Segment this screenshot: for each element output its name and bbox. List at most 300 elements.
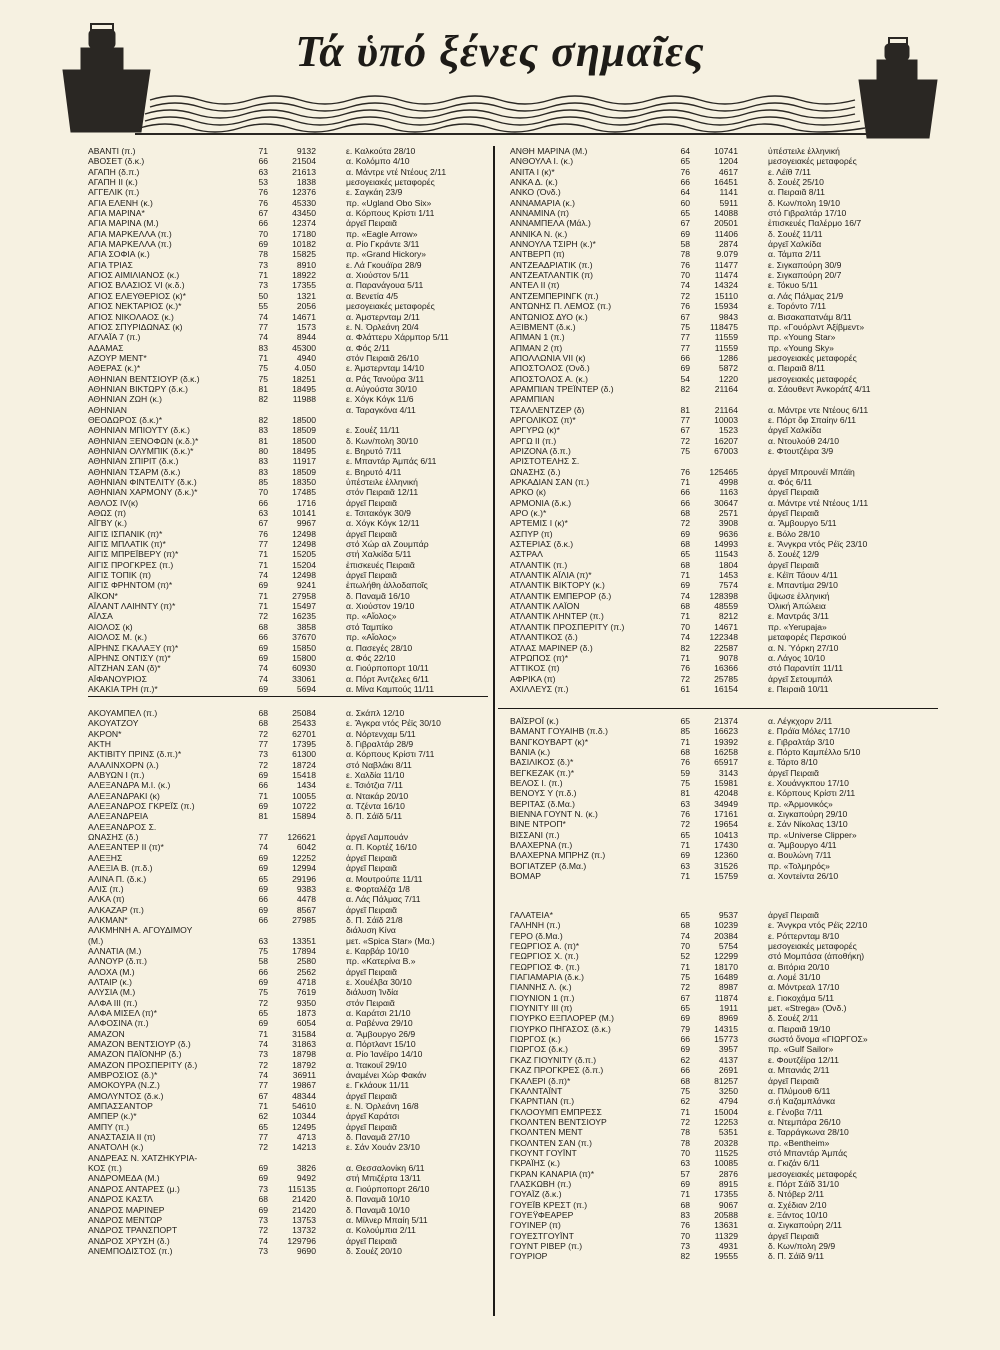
status-note: ε. Πόρτο Καμπέλλο 5/10 xyxy=(768,747,861,758)
tonnage: 11988 xyxy=(292,394,316,405)
ship-name: ΓΟΥΕΪΒ ΚΡΕΣΤ (π.) xyxy=(510,1199,588,1210)
ship-name: ΓΕΩΡΓΙΟΣ Χ. (π.) xyxy=(510,951,579,962)
ship-entry-row xyxy=(88,405,506,415)
tonnage: 43450 xyxy=(292,208,316,219)
build-year: 65 xyxy=(680,549,690,560)
ship-name: ΑΡΓΩ ΙΙ (π.) xyxy=(510,435,557,446)
ship-entry-row xyxy=(88,518,506,528)
tonnage: 14671 xyxy=(714,621,738,632)
ship-entry-row xyxy=(510,768,928,778)
status-note: ὕψωσε ἑλληνική xyxy=(768,590,830,601)
tonnage: 21374 xyxy=(714,716,738,726)
status-note: α. Κόρπους Κρίστι 7/11 xyxy=(346,749,435,760)
status-note: α. Χόγκ Κόγκ 12/11 xyxy=(346,518,420,529)
tonnage: 129796 xyxy=(287,1235,316,1246)
ship-entry-row xyxy=(88,570,506,580)
ship-name: ΑΡΚΑΔΙΑΝ ΣΑΝ (π.) xyxy=(510,477,590,487)
tonnage: 9843 xyxy=(718,311,738,322)
ship-entry-row xyxy=(88,487,506,497)
ship-entry-row xyxy=(88,632,506,642)
tonnage: 1804 xyxy=(718,559,738,570)
status-note: α. Σχέδιαν 2/10 xyxy=(768,1199,827,1210)
status-note: μεσογειακές μεταφορές xyxy=(768,1168,857,1179)
ship-name: ΑΚΤΙΒΙΤΥ ΠΡΙΝΣ (δ.π.)* xyxy=(88,749,182,760)
ship-entry-row xyxy=(88,708,506,718)
ship-entry-row xyxy=(88,1236,506,1246)
entries-column-a-top-right xyxy=(510,146,928,694)
tonnage: 11329 xyxy=(714,1230,738,1241)
build-year: 66 xyxy=(258,218,268,229)
status-note: α. Μίνα Καμπούς 11/11 xyxy=(346,683,435,694)
tonnage: 11406 xyxy=(714,228,738,239)
ship-entry-row xyxy=(510,1127,928,1137)
ship-name: ΑΡΙΣΤΟΤΕΛΗΣ Σ. xyxy=(510,456,580,467)
ship-entry-row xyxy=(88,1029,506,1039)
ship-name: ΓΚΡΑΝ ΚΑΝΑΡΙΑ (π)* xyxy=(510,1168,595,1179)
status-note: πρ. «Young Star» xyxy=(768,332,836,343)
ship-name: ΑΪΡΗΝΣ ΓΚΑΛΑΞΥ (π)* xyxy=(88,642,179,653)
build-year: 76 xyxy=(680,466,690,477)
tonnage: 4998 xyxy=(718,477,738,487)
tonnage: 48344 xyxy=(292,1090,316,1101)
tonnage xyxy=(268,405,316,415)
tonnage: 4478 xyxy=(296,894,316,905)
tonnage: 9492 xyxy=(296,1173,316,1184)
status-note: α. Βισακαπατνάμ 8/11 xyxy=(768,311,852,322)
ship-name: ΑΣΤΕΡΙΑΣ (δ.κ.) xyxy=(510,539,574,550)
status-note: ἀργεῖ Πειραιᾶ xyxy=(346,218,397,229)
status-note: α. Πασεγές 28/10 xyxy=(346,642,413,653)
ship-entry-row xyxy=(88,1194,506,1204)
status-note: ἀργεῖ Πειραιᾶ xyxy=(768,559,819,570)
ship-entry-row xyxy=(510,177,928,187)
status-note: Ὁλική Ἀπώλεια xyxy=(768,601,826,612)
build-year: 67 xyxy=(258,518,268,529)
build-year: 74 xyxy=(258,1070,268,1081)
tonnage: 18922 xyxy=(292,270,316,281)
ship-name: ΑΜΠΥ (π.) xyxy=(88,1121,130,1132)
tonnage: 11474 xyxy=(714,270,738,281)
ship-entry-row xyxy=(510,799,928,809)
build-year: 69 xyxy=(258,852,268,863)
ship-entry-row xyxy=(510,737,928,747)
status-note: ἀργεῖ Πειραιᾶ xyxy=(346,528,397,539)
build-year: 50 xyxy=(258,290,268,301)
status-note: σωστό ὄνομα «ΓΙΩΡΓΟΣ» xyxy=(768,1034,868,1045)
ship-entry-row xyxy=(88,208,506,218)
status-note: ε. Πειραιᾶ 10/11 xyxy=(768,683,829,694)
status-note: μεσογειακές μεταφορές xyxy=(768,941,857,952)
ship-name: ΑΘΕΡΑΣ (κ.)* xyxy=(88,363,141,374)
ship-name: ΑΤΛΑΝΤΙΚΟΣ (δ.) xyxy=(510,632,578,643)
status-note: α. Θεσσαλονίκη 6/11 xyxy=(346,1163,425,1174)
build-year: 52 xyxy=(680,951,690,962)
status-note: ε. Ρόττερνταμ 8/10 xyxy=(768,930,840,941)
ship-name: ΓΙΟΥΡΚΟ ΕΞΠΛΟΡΕΡ (Μ.) xyxy=(510,1013,614,1024)
ship-name: ΑΧΙΛΛΕΥΣ (π.) xyxy=(510,683,569,694)
tonnage: 7574 xyxy=(718,580,738,591)
tonnage: 128398 xyxy=(709,590,738,601)
tonnage: 15204 xyxy=(292,559,316,570)
ship-entry-row xyxy=(88,791,506,801)
ship-name: ΑΜΒΡΟΣΙΟΣ (δ.)* xyxy=(88,1070,158,1081)
ship-entry-row xyxy=(510,498,928,508)
ship-name: ΑΛΦΟΣΙΝΑ (π.) xyxy=(88,1018,149,1029)
ship-entry-row xyxy=(88,167,506,177)
ship-name: ΑΤΛΑΝΤΙΚ ΛΑΪΟΝ xyxy=(510,601,580,612)
status-note: ἀργεῖ Πειραιᾶ xyxy=(346,570,397,581)
status-note: δ. Κων/πολη 29/9 xyxy=(768,1241,836,1251)
ship-name: ΒΑΜΑΝΤ ΓΟΥΑΙΗΒ (π.δ.) xyxy=(510,726,608,737)
ship-name: ΑΛΝΟΥΡ (δ.π.) xyxy=(88,956,147,967)
build-year: 77 xyxy=(258,539,268,550)
ship-entry-row xyxy=(510,332,928,342)
ship-entry-row xyxy=(88,770,506,780)
ship-entry-row xyxy=(88,229,506,239)
ship-name: ΑΝΔΡΟΣ ΤΡΑΝΣΠΟΡΤ xyxy=(88,1225,178,1236)
ship-name: ΑΓΑΠΗ (δ.π.) xyxy=(88,166,140,177)
status-note: ε. Χουέλβα 30/10 xyxy=(346,976,412,987)
status-note: πρ. «Γουόρλντ Ἀξίβμεντ» xyxy=(768,321,865,332)
build-year: 69 xyxy=(680,1178,690,1189)
ship-name: ΑΝΕΜΠΟΔΙΣΤΟΣ (π.) xyxy=(88,1245,173,1256)
ship-name: ΓΑΛΗΝΗ (π.) xyxy=(510,920,561,931)
ship-name: ΓΕΡΟ (δ.Μα.) xyxy=(510,930,563,941)
status-note: δ. Γιβραλτάρ 28/9 xyxy=(346,739,414,750)
ship-name: ΑΝΔΡΟΣ ΧΡΥΣΗ (δ.) xyxy=(88,1235,170,1246)
ship-entry-row xyxy=(88,1070,506,1080)
ship-entry-row xyxy=(88,884,506,894)
ship-entry-row xyxy=(510,871,928,881)
ship-name: ΑΪΓΒΥ (κ.) xyxy=(88,518,127,529)
tonnage: 21420 xyxy=(292,1194,316,1205)
ship-name: ΒΛΑΧΕΡΝΑ ΜΠΡΗΖ (π.) xyxy=(510,850,606,861)
status-note: πρ. «Grand Hickory» xyxy=(346,249,427,260)
build-year: 76 xyxy=(680,301,690,312)
ship-name: ΑΜΑΖΟΝ ΠΡΟΣΠΕΡΙΤΥ (δ.) xyxy=(88,1059,198,1070)
ship-entry-row xyxy=(88,1246,506,1256)
ship-name: ΒΑΝΙΑ (κ.) xyxy=(510,747,551,758)
build-year: 58 xyxy=(680,239,690,250)
build-year: 72 xyxy=(680,673,690,684)
status-note: α. Λέγκχορν 2/11 xyxy=(768,716,833,726)
ship-name: ΑΝΔΡΕΑΣ Ν. ΧΑΤΖΗΚΥΡΙΑ- xyxy=(88,1152,198,1163)
status-note: ἀργεῖ Πειραιᾶ xyxy=(346,1235,397,1246)
tonnage: 1321 xyxy=(296,290,316,301)
ship-name: ΑΛΥΣΙΑ (Μ.) xyxy=(88,987,136,998)
build-year: 77 xyxy=(680,342,690,353)
build-year: 71 xyxy=(680,477,690,487)
ship-name: ΑΤΛΑΣ ΜΑΡΙΝΕΡ (δ.) xyxy=(510,642,593,653)
tonnage: 5694 xyxy=(296,683,316,694)
build-year: 75 xyxy=(680,778,690,789)
ship-entry-row xyxy=(88,529,506,539)
status-note xyxy=(316,822,506,832)
status-note: ε. Κέϊπ Τάουν 4/11 xyxy=(768,570,838,581)
ship-entry-row xyxy=(510,809,928,819)
build-year: 66 xyxy=(258,497,268,508)
tonnage: 10344 xyxy=(292,1111,316,1122)
build-year: 74 xyxy=(258,1235,268,1246)
build-year: 65 xyxy=(258,873,268,884)
ship-entry-row xyxy=(510,941,928,951)
build-year: 65 xyxy=(680,829,690,840)
tonnage: 27958 xyxy=(292,590,316,601)
ship-entry-row xyxy=(88,591,506,601)
ship-entry-row xyxy=(88,863,506,873)
ship-entry-row xyxy=(510,208,928,218)
tonnage: 10722 xyxy=(292,801,316,812)
page-title: Τά ὑπό ξένες σημαῖες xyxy=(295,27,705,76)
tonnage: 9241 xyxy=(296,580,316,591)
ship-entry-row xyxy=(88,146,506,156)
build-year: 71 xyxy=(680,611,690,622)
build-year: 69 xyxy=(680,580,690,591)
status-note: δ. Κων/πολη 19/10 xyxy=(768,197,840,208)
tonnage: 14324 xyxy=(714,280,738,291)
tonnage: 25433 xyxy=(292,718,316,729)
tonnage: 4.050 xyxy=(294,363,316,374)
tonnage: 13351 xyxy=(292,935,316,946)
build-year: 72 xyxy=(680,435,690,446)
build-year: 71 xyxy=(258,1028,268,1039)
build-year: 72 xyxy=(680,290,690,301)
status-note: α. Φλάττερυ Χάρμπορ 5/11 xyxy=(346,332,449,343)
status-note: ἀργεῖ Καράτσι xyxy=(346,1111,400,1122)
ship-name: ΑΓΙΑ ΜΑΡΚΕΛΛΑ (π.) xyxy=(88,228,172,239)
status-note: ἀργεῖ Μπρουνέϊ Μπάϊη xyxy=(768,466,855,477)
build-year: 66 xyxy=(680,177,690,188)
ship-entry-row xyxy=(510,1231,928,1241)
ship-entry-row xyxy=(510,1148,928,1158)
status-note: ε. Σιγκαπούρη 20/7 xyxy=(768,270,842,281)
ship-name: ΑΜΟΚΟΥΡΑ (Ν.Ζ.) xyxy=(88,1080,160,1091)
status-note: στόν Πειραιᾶ 26/10 xyxy=(346,352,419,363)
build-year: 75 xyxy=(258,945,268,956)
ship-entry-row xyxy=(510,456,928,466)
build-year: 69 xyxy=(680,1013,690,1024)
ship-name: ΑΠΟΣΤΟΛΟΣ (Ὀνδ.) xyxy=(510,363,590,374)
ship-name: ΑΝΚΟ (Ὀνδ.) xyxy=(510,187,561,198)
status-note: α. Κόρπους Κρίστι 1/11 xyxy=(346,208,435,219)
status-note: ε. Φορταλέζα 1/8 xyxy=(346,883,410,894)
status-note: δ. Π. Σάϊδ 9/11 xyxy=(768,1251,824,1262)
status-note: α. Σιγκαπούρη 2/11 xyxy=(768,1220,842,1231)
status-note: α. Πειραιᾶ 8/11 xyxy=(768,363,825,374)
status-note xyxy=(316,1153,506,1163)
status-note: α. Παρανάγουα 5/11 xyxy=(346,280,424,291)
ship-name: ΑΞΙΒΜΕΝΤ (δ.κ.) xyxy=(510,321,576,332)
build-year: 77 xyxy=(258,832,268,843)
tonnage: 13753 xyxy=(292,1214,316,1225)
build-year: 77 xyxy=(258,1132,268,1143)
tonnage: 8944 xyxy=(296,332,316,343)
ship-entry-row xyxy=(510,529,928,539)
status-note xyxy=(738,394,928,404)
tonnage: 18495 xyxy=(292,445,316,456)
ship-name: ΑΪΡΗΝΣ ΟΝΤΙΣΥ (π)* xyxy=(88,652,171,663)
ship-entry-row xyxy=(510,1179,928,1189)
status-note: ἐπισκευές Παλέρμο 16/7 xyxy=(768,218,862,229)
ship-entry-row xyxy=(88,925,506,935)
ship-name: ΑΓΙΟΣ ΑΙΜΙΛΙΑΝΟΣ (κ.) xyxy=(88,270,180,281)
tonnage: 12252 xyxy=(292,852,316,863)
build-year: 78 xyxy=(680,1127,690,1138)
status-note: ἀργεῖ Πειραιᾶ xyxy=(768,487,819,498)
tonnage: 14088 xyxy=(714,208,738,219)
ship-entry-row xyxy=(510,436,928,446)
ship-entry-row xyxy=(88,249,506,259)
ship-entry-row xyxy=(88,1091,506,1101)
build-year: 69 xyxy=(258,580,268,591)
ship-name: ΑΪΦΑΝΟΥΡΙΟΣ xyxy=(88,673,147,684)
ship-name: ΒΕΝΟΥΣ Υ (π.δ.) xyxy=(510,788,577,799)
build-year: 68 xyxy=(680,559,690,570)
ship-name: ΓΚΟΛΝΤΕΝ ΜΕΝΤ xyxy=(510,1127,583,1138)
tonnage: 18500 xyxy=(292,435,316,446)
ship-entry-row xyxy=(510,962,928,972)
build-year: 75 xyxy=(258,373,268,384)
status-note: μεσογειακές μεταφορές xyxy=(346,177,435,188)
build-year: 63 xyxy=(680,798,690,809)
ship-entry-row xyxy=(88,1132,506,1142)
ship-entry-row xyxy=(88,601,506,611)
ship-entry-row xyxy=(88,415,506,425)
ship-name: ΑΪΤΖΗΑΝ ΣΑΝ (δ)* xyxy=(88,663,161,674)
tonnage: 18509 xyxy=(292,466,316,477)
ship-name: ΓΙΑΝΝΗΣ Λ. (κ.) xyxy=(510,982,572,993)
ship-name: ΑΚΡΟΝ* xyxy=(88,728,122,739)
ship-name: ΑΓΙΟΣ ΣΠΥΡΙΔΩΝΑΣ (κ) xyxy=(88,321,183,332)
status-note: α. Φός 2/11 xyxy=(346,342,390,353)
build-year: 81 xyxy=(680,788,690,799)
ship-name: ΑΜΑΖΟΝ ΠΑΪΟΝΗΡ (δ.) xyxy=(88,1049,182,1060)
build-year: 65 xyxy=(258,1007,268,1018)
status-note: ε. Κόρπους Κρίστι 2/11 xyxy=(768,788,856,799)
ship-name: ΑΡΓΥΡΩ (κ)* xyxy=(510,425,560,436)
ship-name: ΑΝΔΡΟΣ ΜΕΝΤΩΡ xyxy=(88,1214,163,1225)
build-year: 75 xyxy=(680,1085,690,1096)
ship-entry-row xyxy=(510,270,928,280)
ship-name: ΑΝΝΑΜΠΕΛΑ (Μάλ.) xyxy=(510,218,591,229)
tonnage xyxy=(690,394,738,404)
tonnage: 20328 xyxy=(714,1137,738,1148)
status-note: ε. Φτουτζέιρα 3/9 xyxy=(768,445,834,456)
ship-entry-row xyxy=(88,1101,506,1111)
ship-name: ΑΠΟΣΤΟΛΟΣ Α. (κ.) xyxy=(510,373,588,384)
ship-name: ΑΙΓΙΣ ΜΠΛΑΤΙΚ (π)* xyxy=(88,539,166,550)
build-year: 71 xyxy=(680,871,690,882)
build-year: 63 xyxy=(680,1158,690,1169)
ship-entry-row xyxy=(88,187,506,197)
tonnage: 20588 xyxy=(714,1209,738,1220)
ship-entry-row xyxy=(88,1173,506,1183)
status-note: α. Ταραγκόνα 4/11 xyxy=(346,404,416,415)
status-note: α. Ἄμβουργο 26/9 xyxy=(346,1028,416,1039)
build-year xyxy=(238,1153,268,1163)
tonnage: 18350 xyxy=(292,477,316,487)
build-year: 81 xyxy=(258,383,268,394)
status-note: ε. Βηρυτό 4/11 xyxy=(346,466,402,477)
status-note: α. Μάντρε ντε Ντέους 6/11 xyxy=(768,404,869,415)
ship-name: ΑΝΝΟΥΛΑ ΤΣΙΡΗ (κ.)* xyxy=(510,239,596,250)
ship-entry-row xyxy=(88,801,506,811)
tonnage: 4713 xyxy=(296,1132,316,1143)
status-note: ἀργεῖ Πειραιᾶ xyxy=(768,1075,819,1086)
tonnage xyxy=(690,456,738,466)
ship-name: ΓΑΛΑΤΕΙΑ* xyxy=(510,910,553,920)
ship-name: ΑΤΛΑΝΤΙΚ (π.) xyxy=(510,559,568,570)
ship-name: ΑΓΙΟΣ ΝΕΚΤΑΡΙΟΣ (κ.)* xyxy=(88,301,182,312)
ship-entry-row xyxy=(510,1044,928,1054)
tonnage: 4794 xyxy=(718,1096,738,1107)
tonnage: 5872 xyxy=(718,363,738,374)
ship-entry-row xyxy=(510,549,928,559)
tonnage: 10741 xyxy=(714,146,738,156)
tonnage: 8915 xyxy=(718,1178,738,1189)
status-note: α. Αὐγούστα 30/10 xyxy=(346,383,417,394)
status-note: ε. Σουέζ 11/11 xyxy=(346,425,400,436)
tonnage: 67003 xyxy=(714,445,738,456)
build-year: 68 xyxy=(258,708,268,718)
ship-name: ΑΝΑΣΤΑΣΙΑ ΙΙ (π) xyxy=(88,1132,156,1143)
tonnage: 15773 xyxy=(714,1034,738,1045)
status-note: ε. Καρβάρ 10/10 xyxy=(346,945,409,956)
status-note: στό Χώρ αλ Ζουμπάρ xyxy=(346,539,429,550)
tonnage: 27985 xyxy=(292,914,316,925)
status-note: ε. Γιβραλτάρ 3/10 xyxy=(768,736,835,747)
tonnage: 5911 xyxy=(719,197,738,208)
ship-name: ΑΡΜΟΝΙΑ (δ.κ.) xyxy=(510,497,572,508)
tonnage xyxy=(268,1153,316,1163)
tonnage: 10085 xyxy=(714,1158,738,1169)
build-year: 77 xyxy=(258,1080,268,1091)
ship-name: ΒΛΑΧΕΡΝΑ (π.) xyxy=(510,840,573,851)
ship-name: ΑΝΝΙΚΑ Ν. (κ.) xyxy=(510,228,568,239)
ship-entry-row xyxy=(88,156,506,166)
build-year: 70 xyxy=(680,1147,690,1158)
ship-entry-row xyxy=(88,977,506,987)
status-note: δ. Παναμᾶ 10/10 xyxy=(346,1204,410,1215)
tonnage: 1141 xyxy=(719,187,738,198)
ship-name: ΑΛΦΑ ΜΙΣΕΛ (π)* xyxy=(88,1007,157,1018)
tonnage: 9067 xyxy=(718,1199,738,1210)
ship-name: ΑΝΙΤΑ Ι (κ)* xyxy=(510,166,555,177)
build-year: 57 xyxy=(680,1168,690,1179)
tonnage: 81257 xyxy=(714,1075,738,1086)
status-note: α. Μάντρε ντέ Ντέους 1/11 xyxy=(768,497,869,508)
ship-entry-row xyxy=(510,363,928,373)
status-note: στό Παραντίπ 11/11 xyxy=(768,663,844,674)
tonnage: 2874 xyxy=(718,239,738,250)
build-year: 69 xyxy=(258,652,268,663)
tonnage: 31863 xyxy=(292,1039,316,1049)
status-note: διάλυση Ἰνδία xyxy=(346,987,399,998)
ship-name: ΑΤΛΑΝΤΙΚ ΠΡΟΣΠΕΡΙΤΥ (π.) xyxy=(510,621,625,632)
tonnage: 42048 xyxy=(714,788,738,799)
tonnage: 19392 xyxy=(714,736,738,747)
ship-name: ΒΙΕΝΝΑ ΓΟΥΝΤ Ν. (κ.) xyxy=(510,809,598,820)
status-note: α. Ἄμβουργο 4/11 xyxy=(768,840,837,851)
ship-name: ΑΤΛΑΝΤΙΚ ΕΜΠΕΡΟΡ (δ.) xyxy=(510,590,612,601)
build-year: 71 xyxy=(680,840,690,851)
ship-name: ΑΜΟΛΥΝΤΟΣ (δ.κ.) xyxy=(88,1090,164,1101)
status-note: ε. Ἄγκρα ντός Ρέϊς 30/10 xyxy=(346,718,441,729)
build-year: 73 xyxy=(258,749,268,760)
build-year: 68 xyxy=(258,718,268,729)
status-note: α. Καράτσι 21/10 xyxy=(346,1007,411,1018)
ship-entry-row xyxy=(510,931,928,941)
